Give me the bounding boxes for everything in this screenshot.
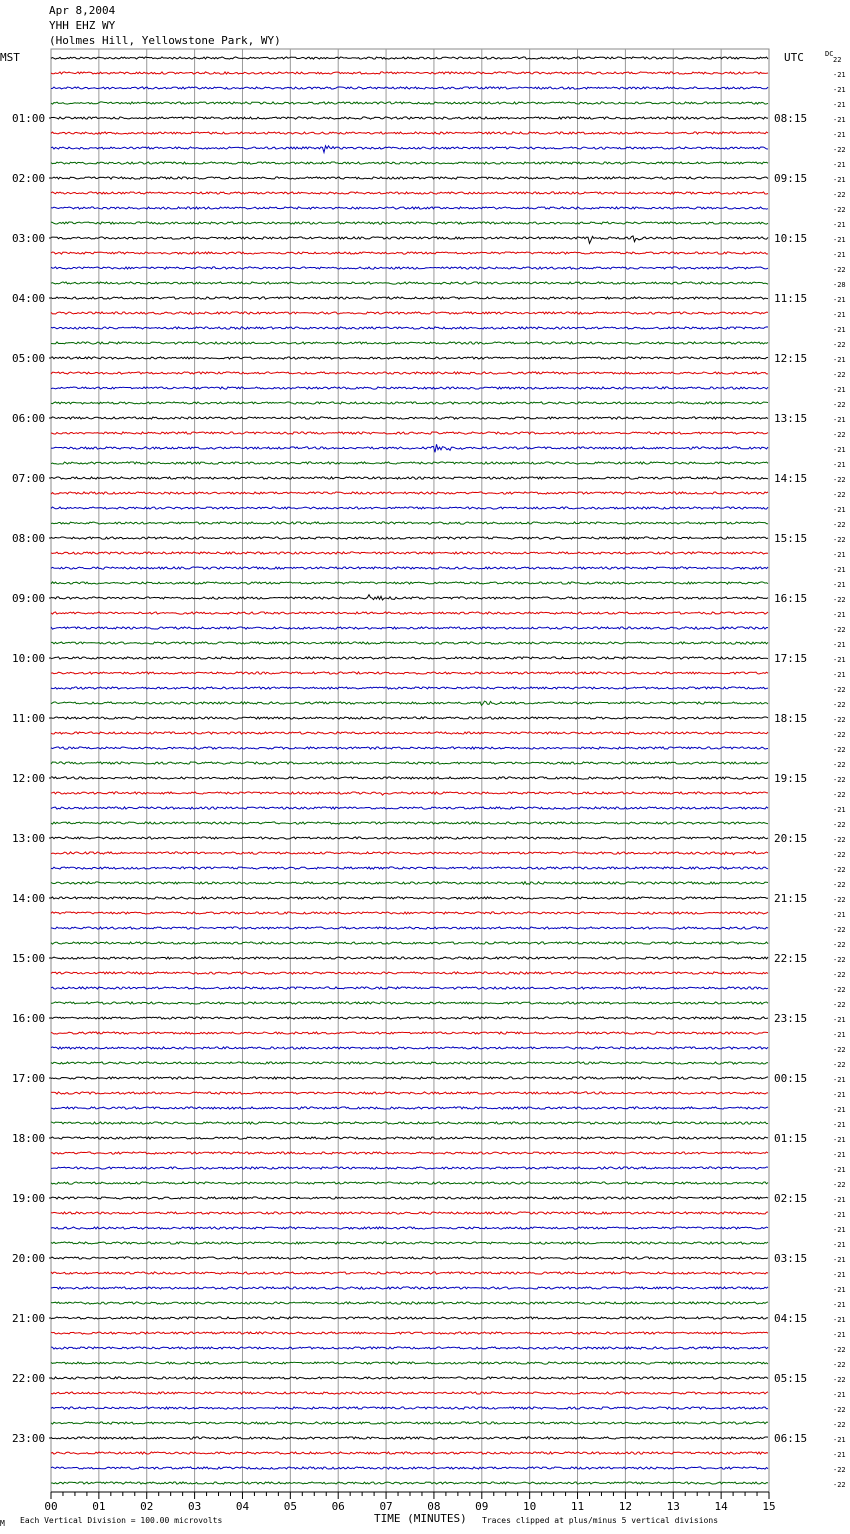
seismic-trace — [51, 792, 768, 795]
dc-offset-label: -22 — [833, 1001, 846, 1009]
seismic-trace — [51, 822, 768, 824]
dc-offset-label: -21 — [833, 806, 846, 814]
seismic-trace — [51, 777, 768, 779]
dc-offset-label: -22 — [833, 956, 846, 964]
seismic-trace — [51, 642, 768, 644]
mst-hour-label: 21:00 — [12, 1312, 46, 1325]
dc-offset-label: -21 — [833, 131, 846, 139]
seismic-trace — [51, 87, 768, 89]
dc-offset-label: -22 — [833, 836, 846, 844]
seismic-trace — [51, 1377, 768, 1379]
seismic-trace — [51, 507, 768, 509]
dc-offset-label: -22 — [833, 491, 846, 499]
dc-offset-label: -21 — [833, 446, 846, 454]
dc-offset-label: -22 — [833, 1406, 846, 1414]
seismic-trace — [51, 417, 768, 419]
dc-offset-label: -22 — [833, 716, 846, 724]
dc-offset-label: -22 — [833, 206, 846, 214]
seismic-trace — [51, 1392, 768, 1394]
seismic-trace — [51, 732, 768, 734]
seismic-trace — [51, 1482, 768, 1484]
dc-offset-label: -22 — [833, 1046, 846, 1054]
seismic-trace — [51, 1272, 768, 1274]
dc-offset-label: -21 — [833, 1286, 846, 1294]
dc-offset-label: -21 — [833, 1256, 846, 1264]
seismic-trace — [51, 1152, 768, 1154]
dc-offset-label: -21 — [833, 311, 846, 319]
utc-hour-label: 23:15 — [774, 1012, 808, 1025]
dc-offset-label: -22 — [833, 596, 846, 604]
dc-offset-label: -22 — [833, 761, 846, 769]
dc-offset-label: -21 — [833, 1301, 846, 1309]
x-tick-label: 03 — [187, 1500, 202, 1513]
dc-offset-label: -21 — [833, 1031, 846, 1039]
seismic-trace — [51, 192, 768, 194]
seismic-trace — [51, 1422, 768, 1424]
dc-offset-label: -22 — [833, 866, 846, 874]
seismic-trace — [51, 387, 768, 389]
dc-offset-label: -21 — [833, 1121, 846, 1129]
mst-hour-label: 08:00 — [12, 532, 46, 545]
seismic-trace — [51, 1182, 768, 1184]
seismic-trace — [51, 1002, 768, 1004]
dc-offset-label: -21 — [833, 551, 846, 559]
utc-hour-label: 18:15 — [774, 712, 808, 725]
dc-offset-label: -22 — [833, 986, 846, 994]
utc-hour-label: 12:15 — [774, 352, 808, 365]
dc-offset-label: -22 — [833, 686, 846, 694]
seismic-trace — [51, 1257, 768, 1259]
dc-offset-label: -21 — [833, 1451, 846, 1459]
dc-offset-label: -21 — [833, 1151, 846, 1159]
utc-hour-label: 17:15 — [774, 652, 808, 665]
dc-offset-label: -22 — [833, 191, 846, 199]
dc-offset-label: -22 — [833, 941, 846, 949]
dc-offset-label: -21 — [833, 176, 846, 184]
scale-note: Each Vertical Division = 100.00 microvolts — [20, 1516, 223, 1525]
dc-offset-label: -22 — [833, 521, 846, 529]
seismic-trace — [51, 492, 768, 494]
mst-hour-label: 17:00 — [12, 1072, 46, 1085]
seismic-trace — [51, 1302, 768, 1304]
utc-hour-label: 16:15 — [774, 592, 808, 605]
x-tick-label: 13 — [666, 1500, 680, 1513]
seismic-trace — [51, 867, 768, 869]
x-axis — [44, 1492, 775, 1513]
utc-hour-label: 20:15 — [774, 832, 808, 845]
mst-hour-label: 09:00 — [12, 592, 46, 605]
dc-offset-label: -22 — [833, 146, 846, 154]
seismic-trace — [51, 595, 768, 600]
dc-offset-label: -21 — [833, 1166, 846, 1174]
seismic-trace — [51, 342, 768, 344]
utc-hour-label: 05:15 — [774, 1372, 808, 1385]
dc-offset-label: -21 — [833, 71, 846, 79]
seismic-trace — [51, 444, 768, 452]
x-tick-label: 08 — [427, 1500, 441, 1513]
mst-hour-label: 07:00 — [12, 472, 46, 485]
mst-hour-label: 23:00 — [12, 1432, 46, 1445]
dc-offset-label: -21 — [833, 1241, 846, 1249]
seismic-trace — [51, 807, 768, 809]
seismic-traces — [51, 57, 768, 1484]
dc-offset-label: -21 — [833, 1076, 846, 1084]
seismic-trace — [51, 747, 768, 749]
plot-date: Apr 8,2004 — [49, 4, 116, 17]
x-axis-label: TIME (MINUTES) — [374, 1512, 467, 1525]
seismic-trace — [51, 312, 768, 314]
x-tick-label: 06 — [331, 1500, 345, 1513]
dc-offset-label: -21 — [833, 611, 846, 619]
dc-offset-label: 22 — [833, 56, 842, 64]
seismic-trace — [51, 236, 768, 243]
mst-hour-label: 06:00 — [12, 412, 46, 425]
seismic-trace — [51, 1407, 768, 1409]
seismic-trace — [51, 687, 768, 689]
seismic-trace — [51, 1107, 768, 1109]
mst-hour-label: 13:00 — [12, 832, 46, 845]
dc-offset-label: -21 — [833, 1211, 846, 1219]
seismic-trace — [51, 701, 768, 705]
seismic-trace — [51, 102, 768, 104]
dc-offset-label: -21 — [833, 1436, 846, 1444]
mst-hour-label: 19:00 — [12, 1192, 46, 1205]
seismic-trace — [51, 882, 768, 885]
dc-offset-label: -22 — [833, 881, 846, 889]
dc-offset-label: -21 — [833, 581, 846, 589]
dc-offset-label: -22 — [833, 1181, 846, 1189]
seismic-trace — [51, 672, 768, 674]
seismic-trace — [51, 1362, 768, 1364]
dc-offset-label: -21 — [833, 1226, 846, 1234]
x-tick-label: 09 — [475, 1500, 489, 1513]
dc-offset-label: -22 — [833, 1466, 846, 1474]
x-tick-label: 02 — [140, 1500, 154, 1513]
seismic-trace — [51, 162, 768, 164]
utc-hour-label: 02:15 — [774, 1192, 808, 1205]
mst-hour-label: 12:00 — [12, 772, 46, 785]
dc-offset-label: -22 — [833, 896, 846, 904]
seismic-trace — [51, 1062, 768, 1064]
dc-offset-label: -21 — [833, 86, 846, 94]
mst-hour-label: 16:00 — [12, 1012, 46, 1025]
utc-hour-label: 09:15 — [774, 172, 808, 185]
utc-hour-label: 13:15 — [774, 412, 808, 425]
x-tick-label: 12 — [618, 1500, 633, 1513]
seismic-trace — [51, 372, 768, 374]
grid-lines — [51, 49, 769, 1492]
plot-frame — [51, 49, 769, 1492]
seismic-trace — [51, 1197, 768, 1199]
seismic-trace — [51, 972, 768, 974]
dc-offset-label: -22 — [833, 851, 846, 859]
seismic-trace — [51, 1092, 768, 1094]
dc-offset-label: -22 — [833, 1421, 846, 1429]
dc-offset-label: -21 — [833, 356, 846, 364]
mst-hour-label: 14:00 — [12, 892, 46, 905]
seismic-trace — [51, 957, 768, 959]
seismic-trace — [51, 282, 768, 284]
dc-offset-label: -21 — [833, 1091, 846, 1099]
x-tick-label: 01 — [92, 1500, 106, 1513]
dc-offset-label: -21 — [833, 1316, 846, 1324]
dc-offset-label: -21 — [833, 1271, 846, 1279]
dc-offset-label: -21 — [833, 236, 846, 244]
dc-offset-label: -21 — [833, 116, 846, 124]
seismic-trace — [51, 146, 768, 153]
x-tick-label: 04 — [235, 1500, 250, 1513]
dc-offset-label: -21 — [833, 1106, 846, 1114]
seismic-trace — [51, 1047, 768, 1049]
utc-hour-label: 14:15 — [774, 472, 808, 485]
utc-hour-label: 15:15 — [774, 532, 808, 545]
dc-offset-label: -22 — [833, 341, 846, 349]
corner-mark: M — [0, 1519, 5, 1528]
dc-offset-label: -21 — [833, 251, 846, 259]
dc-offset-label: -21 — [833, 161, 846, 169]
dc-offset-label: -22 — [833, 1061, 846, 1069]
mst-hour-label: 10:00 — [12, 652, 46, 665]
mst-axis-title: MST — [0, 51, 20, 64]
dc-offset-label: -22 — [833, 791, 846, 799]
seismic-trace — [51, 1242, 768, 1244]
seismic-trace — [51, 612, 768, 614]
seismic-trace — [51, 1017, 768, 1019]
seismic-trace — [51, 537, 768, 539]
seismic-trace — [51, 357, 768, 359]
dc-offset-label: -21 — [833, 461, 846, 469]
dc-offset-label: -21 — [833, 221, 846, 229]
seismic-trace — [51, 762, 768, 764]
utc-hour-label: 06:15 — [774, 1432, 808, 1445]
dc-offset-label: -21 — [833, 911, 846, 919]
seismic-trace — [51, 1332, 768, 1334]
x-tick-label: 14 — [714, 1500, 728, 1513]
dc-offset-label: -21 — [833, 416, 846, 424]
utc-hour-label: 01:15 — [774, 1132, 808, 1145]
seismic-trace — [51, 177, 768, 179]
seismic-trace — [51, 987, 768, 989]
dc-offset-label: -22 — [833, 746, 846, 754]
utc-axis-title: UTC — [784, 51, 804, 64]
dc-offset-label: -22 — [833, 971, 846, 979]
time-labels — [12, 56, 846, 1489]
seismic-trace — [51, 627, 768, 629]
x-tick-label: 05 — [283, 1500, 297, 1513]
seismic-trace — [51, 1032, 768, 1034]
dc-offset-label: -21 — [833, 1016, 846, 1024]
dc-offset-label: -22 — [833, 431, 846, 439]
dc-offset-label: -21 — [833, 386, 846, 394]
dc-offset-label: -21 — [833, 506, 846, 514]
mst-hour-label: 05:00 — [12, 352, 46, 365]
seismic-trace — [51, 1287, 768, 1289]
dc-offset-label: -28 — [833, 281, 846, 289]
dc-offset-label: -22 — [833, 401, 846, 409]
seismic-trace — [51, 117, 768, 119]
seismic-trace — [51, 942, 768, 944]
seismic-trace — [51, 852, 768, 855]
seismic-trace — [51, 1077, 768, 1079]
seismic-trace — [51, 132, 768, 134]
mst-hour-label: 18:00 — [12, 1132, 46, 1145]
utc-hour-label: 21:15 — [774, 892, 808, 905]
dc-offset-label: -22 — [833, 821, 846, 829]
seismic-trace — [51, 1452, 768, 1454]
dc-offset-label: -22 — [833, 926, 846, 934]
dc-offset-label: -21 — [833, 101, 846, 109]
clip-note: Traces clipped at plus/minus 5 vertical divisions — [482, 1516, 719, 1525]
dc-offset-label: -22 — [833, 776, 846, 784]
dc-offset-label: -21 — [833, 656, 846, 664]
dc-offset-label: -22 — [833, 1376, 846, 1384]
dc-offset-label: -22 — [833, 731, 846, 739]
mst-hour-label: 03:00 — [12, 232, 46, 245]
dc-offset-label: -21 — [833, 1391, 846, 1399]
dc-offset-label: -22 — [833, 1346, 846, 1354]
utc-hour-label: 04:15 — [774, 1312, 808, 1325]
dc-offset-label: -21 — [833, 1331, 846, 1339]
seismic-trace — [51, 462, 768, 464]
dc-offset-label: -21 — [833, 1136, 846, 1144]
dc-offset-label: -21 — [833, 641, 846, 649]
x-tick-label: 00 — [44, 1500, 58, 1513]
dc-offset-label: -21 — [833, 296, 846, 304]
dc-offset-label: -21 — [833, 1196, 846, 1204]
seismic-trace — [51, 57, 768, 59]
utc-hour-label: 00:15 — [774, 1072, 808, 1085]
x-tick-label: 15 — [762, 1500, 776, 1513]
seismic-trace — [51, 1227, 768, 1229]
mst-hour-label: 15:00 — [12, 952, 46, 965]
dc-column-title: DC — [825, 50, 834, 58]
mst-hour-label: 20:00 — [12, 1252, 46, 1265]
x-tick-label: 11 — [570, 1500, 585, 1513]
mst-hour-label: 01:00 — [12, 112, 46, 125]
mst-hour-label: 02:00 — [12, 172, 46, 185]
seismic-trace — [51, 477, 768, 479]
dc-offset-label: -21 — [833, 566, 846, 574]
dc-offset-label: -22 — [833, 536, 846, 544]
station-code: YHH EHZ WY — [49, 19, 116, 32]
seismic-trace — [51, 297, 768, 299]
utc-hour-label: 03:15 — [774, 1252, 808, 1265]
seismic-trace — [51, 1467, 768, 1469]
seismic-trace — [51, 207, 768, 209]
dc-offset-label: -22 — [833, 626, 846, 634]
seismic-trace — [51, 1137, 768, 1139]
utc-hour-label: 11:15 — [774, 292, 808, 305]
dc-offset-label: -22 — [833, 1361, 846, 1369]
seismic-trace — [51, 1437, 768, 1439]
seismic-trace — [51, 897, 768, 899]
seismic-trace — [51, 1347, 768, 1349]
seismic-trace — [51, 1212, 768, 1214]
dc-offset-label: -22 — [833, 266, 846, 274]
utc-hour-label: 10:15 — [774, 232, 808, 245]
seismic-trace — [51, 552, 768, 554]
dc-offset-label: -21 — [833, 671, 846, 679]
utc-hour-label: 19:15 — [774, 772, 808, 785]
seismic-trace — [51, 1167, 768, 1169]
station-location: (Holmes Hill, Yellowstone Park, WY) — [49, 34, 281, 47]
seismic-trace — [51, 327, 768, 329]
seismic-trace — [51, 1122, 768, 1124]
x-tick-label: 07 — [379, 1500, 393, 1513]
seismic-trace — [51, 522, 768, 524]
dc-offset-label: -22 — [833, 1481, 846, 1489]
seismic-trace — [51, 567, 768, 569]
dc-offset-label: -21 — [833, 326, 846, 334]
seismic-trace — [51, 927, 768, 929]
mst-hour-label: 22:00 — [12, 1372, 46, 1385]
mst-hour-label: 04:00 — [12, 292, 46, 305]
utc-hour-label: 22:15 — [774, 952, 808, 965]
seismic-trace — [51, 402, 768, 404]
mst-hour-label: 11:00 — [12, 712, 46, 725]
seismic-trace — [51, 717, 768, 719]
seismic-trace — [51, 432, 768, 434]
seismic-trace — [51, 72, 768, 74]
seismic-trace — [51, 657, 768, 659]
seismic-trace — [51, 912, 768, 914]
seismic-trace — [51, 267, 768, 269]
seismic-trace — [51, 1317, 768, 1319]
dc-offset-label: -22 — [833, 701, 846, 709]
seismic-trace — [51, 252, 768, 254]
x-tick-label: 10 — [523, 1500, 537, 1513]
seismic-trace — [51, 582, 768, 584]
dc-offset-label: -22 — [833, 476, 846, 484]
utc-hour-label: 08:15 — [774, 112, 808, 125]
seismic-trace — [51, 222, 768, 224]
seismic-trace — [51, 837, 768, 839]
dc-offset-label: -22 — [833, 371, 846, 379]
